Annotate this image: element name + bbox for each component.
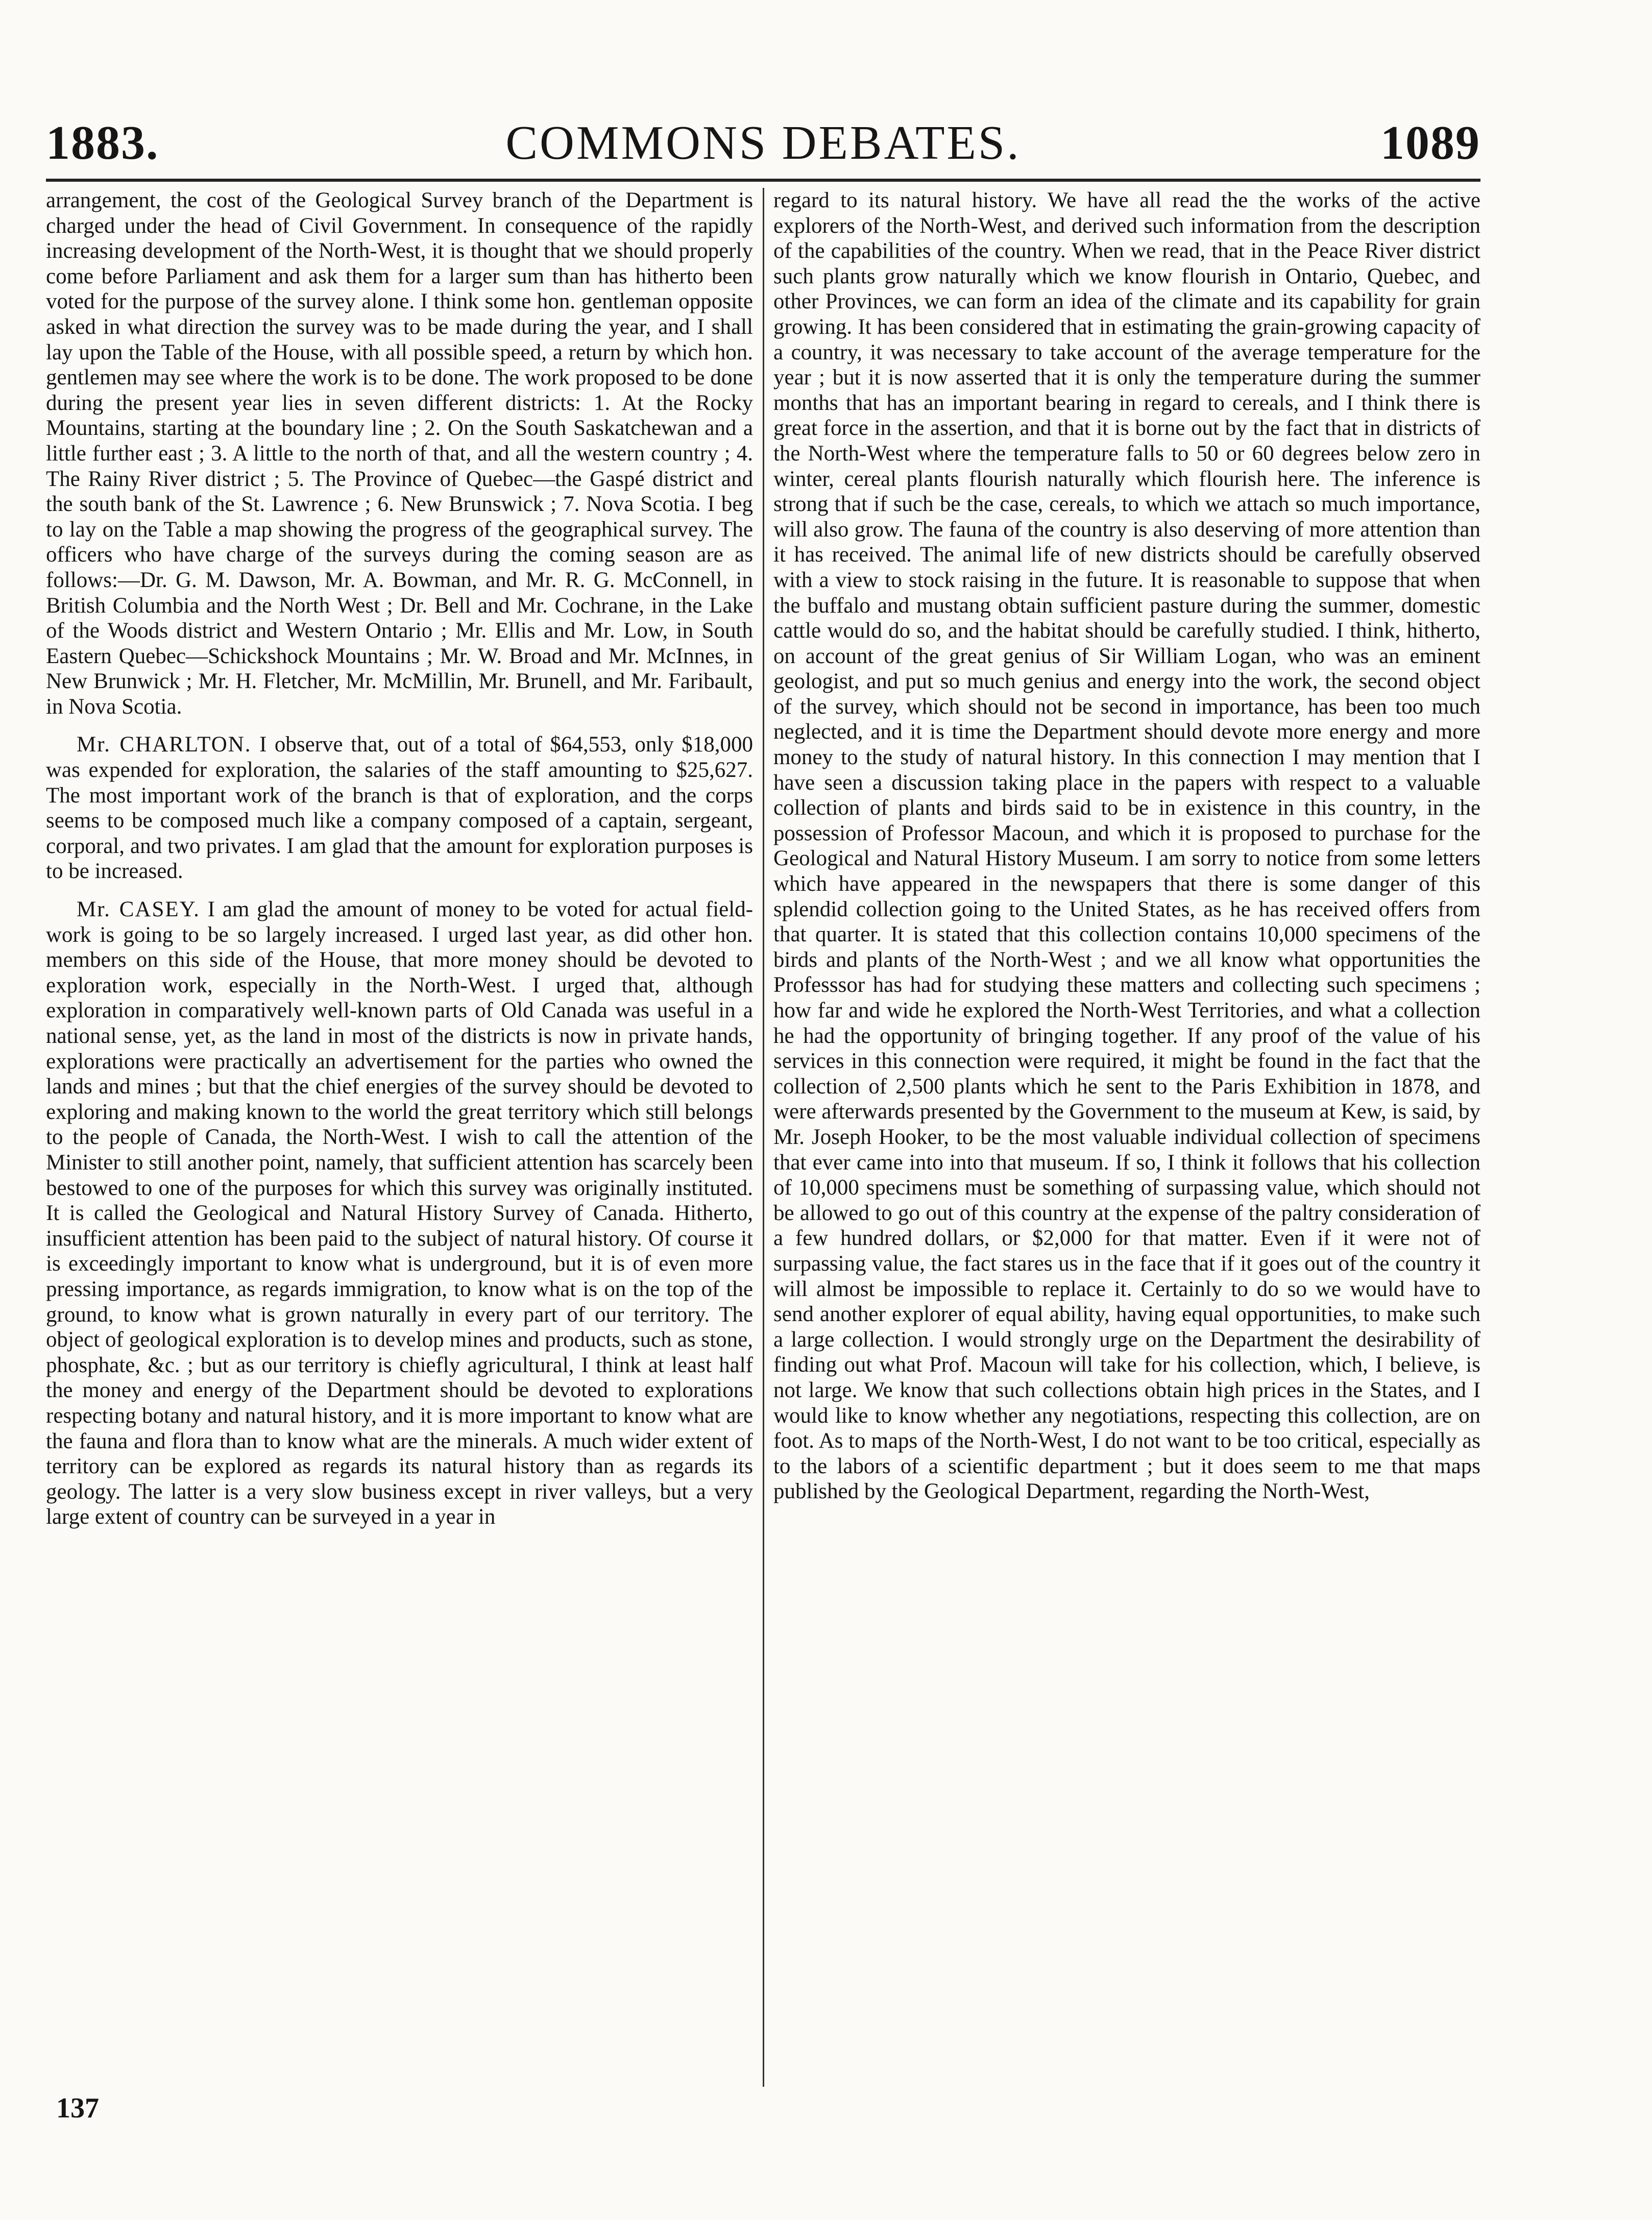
right-column-text: regard to its natural history. We have all read the the works of the active explorers of the North-West, and derived such information from the description of the capabilities of the country. When we read, that in the Peace River district such plants grow naturally which we know flourish in Ontario, Quebec, and other Provinces, we can form an idea of the climate and its capability for grain growing. It has been considered that in estimating the grain-growing capacity of a country, it was necessary to take account of the average temperature for the year ; but it is now asserted that it is only the temperature during the summer months that has an important bearing in regard to cereals, and I think there is great force in the assertion, and that it is borne out by the fact that in districts of the North-West where the temperature falls to 50 or 60 degrees below zero in winter, cereal plants flourish naturally which flourish here. The inference is strong that if such be the case, cereals, to which we attach so much importance, will also grow. The fauna of the country is also deserving of more attention than it has received. The animal life of new districts should be carefully observed with a view to stock raising in the future. It is reasonable to suppose that when the buffalo and mustang obtain sufficient pasture during the summer, domestic cattle would do so, and the habitat should be carefully studied. I think, hitherto, on account of the great genius of Sir William Logan, who was an eminent geologist, and put so much genius and energy into the work, the second object of the survey, which should not be second in importance, has been too much neglected, and it is time the Department should devote more energy and more money to the study of natural history. In this connection I may mention that I have seen a discussion taking place in the papers with respect to a valuable collection of plants and birds said to be in existence in this country, in the possession of Professor Macoun, and which it is proposed to purchase for the Geological and Natural History Museum. I am sorry to notice from some letters which have appeared in the newspapers that there is some danger of this splendid collection going to the United States, as he has received offers from that quarter. It is stated that this collection contains 10,000 specimens of the birds and plants of the North-West ; and we all know what opportunities the Professsor has had for studying these matters and collecting such specimens ; how far and wide he explored the North-West Territories, and what a collection he had the opportunity of bringing together. If any proof of the value of his services in this connection were required, it might be found in the fact that the collection of 2,500 plants which he sent to the Paris Exhibition in 1878, and were afterwards presented by the Government to the museum at Kew, is said, by Mr. Joseph Hooker, to be the most valuable individual collection of specimens that ever came into into that museum. If so, I think it follows that his collection of 10,000 specimens must be something of surpassing value, which should not be allowed to go out of this country at the expense of the paltry consideration of a few hundred dollars, or $2,000 for that matter. Even if it were not of surpassing value, the fact stares us in the face that if it goes out of the country it will almost be impossible to replace it. Certainly to do so we would have to send another explorer of equal ability, having equal opportunities, to make such a large collection. I would strongly urge on the Department the desirability of finding out what Prof. Macoun will take for his collection, which, I believe, is not large. We know that such collections obtain high prices in the States, and I would like to know whether any negotiations, respecting this collection, are on foot. As to maps of the North-West, I do not want to be too critical, especially as to the labors of a scientific department ; but it does seem to me that maps published by the Geological Department, regarding the North-West, [773,188,1480,1504]
header-page-number: 1089 [1380,116,1480,169]
column-separator [763,188,764,2087]
charlton-speech-text: I observe that, out of a total of $64,553, only $18,000 was expended for exploration, the salaries of the staff amounting to $25,627. The most important work of the branch is that of exploration, and the corps seems to be composed much like a company composed of a captain, sergeant, corporal, and two privates. I am glad that the amount for exploration purposes is to be increased. [46,733,753,884]
charlton-speech [46,732,753,884]
casey-speech-text: I am glad the amount of money to be voted for actual field-work is going to be so largely increased. I urged last year, as did other hon. members on this side of the House, that more money should be devoted to exploration work, especially in the North-West. I urged that, although exploration in comparatively well-known parts of Old Canada was useful in a national sense, yet, as the land in most of the districts is now in private hands, explorations were practically an advertisement for the parties who owned the lands and mines ; but that the chief energies of the survey should be devoted to exploring and making known to the world the great territory which still belongs to the people of Canada, the North-West. I wish to call the attention of the Minister to still another point, namely, that sufficient attention has scarcely been bestowed to one of the purposes for which this survey was originally instituted. It is called the Geological and Natural History Survey of Canada. Hitherto, insufficient attention has been paid to the subject of natural history. Of course it is exceedingly important to know what is underground, but it is of even more pressing importance, as regards immigration, to know what is on the top of the ground, to know what is grown naturally in every part of our territory. The object of geological exploration is to develop mines and products, such as stone, phosphate, &c. ; but as our territory is chiefly agricultural, I think at least half the money and energy of the Department should be devoted to explorations respecting botany and natural history, and it is more important to know what are the fauna and flora than to know what are the minerals. A much wider extent of territory can be explored as regards its natural history than as regards its geology. The latter is a very slow business except in river valleys, but a very large extent of country can be surveyed in a year in [46,897,753,1529]
casey-speech [46,897,753,1530]
header-year: 1883. [46,116,159,169]
right-column [773,188,1480,2087]
header-title: COMMONS DEBATES. [505,116,1021,169]
signature-mark: 137 [56,2092,99,2124]
header-rule [46,179,1480,182]
speaker-charlton: Mr. CHARLTON. [77,733,252,757]
left-paragraph-continued: arrangement, the cost of the Geological Survey branch of the Department is charged under the head of Civil Government. In consequence of the rapidly increasing development of the North-West, it is thought that we should properly come before Parliament and ask them for a larger sum than has hitherto been voted for the purpose of the survey alone. I think some hon. gentleman opposite asked in what direction the survey was to be made during the year, and I shall lay upon the Table of the House, with all possible speed, a return by which hon. gentlemen may see where the work is to be done. The work proposed to be done during the present year lies in seven different districts: 1. At the Rocky Mountains, starting at the boundary line ; 2. On the South Saskatchewan and a little further east ; 3. A little to the north of that, and all the western country ; 4. The Rainy River district ; 5. The Province of Quebec—the Gaspé district and the south bank of the St. Lawrence ; 6. New Brunswick ; 7. Nova Scotia. I beg to lay on the Table a map showing the progress of the geographical survey. The officers who have charge of the surveys during the coming season are as follows:—Dr. G. M. Dawson, Mr. A. Bowman, and Mr. R. G. McConnell, in British Columbia and the North West ; Dr. Bell and Mr. Cochrane, in the Lake of the Woods district and Western Ontario ; Mr. Ellis and Mr. Low, in South Eastern Quebec—Schickshock Mountains ; Mr. W. Broad and Mr. McInnes, in New Brunwick ; Mr. H. Fletcher, Mr. McMillin, Mr. Brunell, and Mr. Faribault, in Nova Scotia. [46,188,753,719]
page-header [46,110,1480,176]
speaker-casey: Mr. CASEY. [77,897,200,922]
left-column [46,188,753,2087]
